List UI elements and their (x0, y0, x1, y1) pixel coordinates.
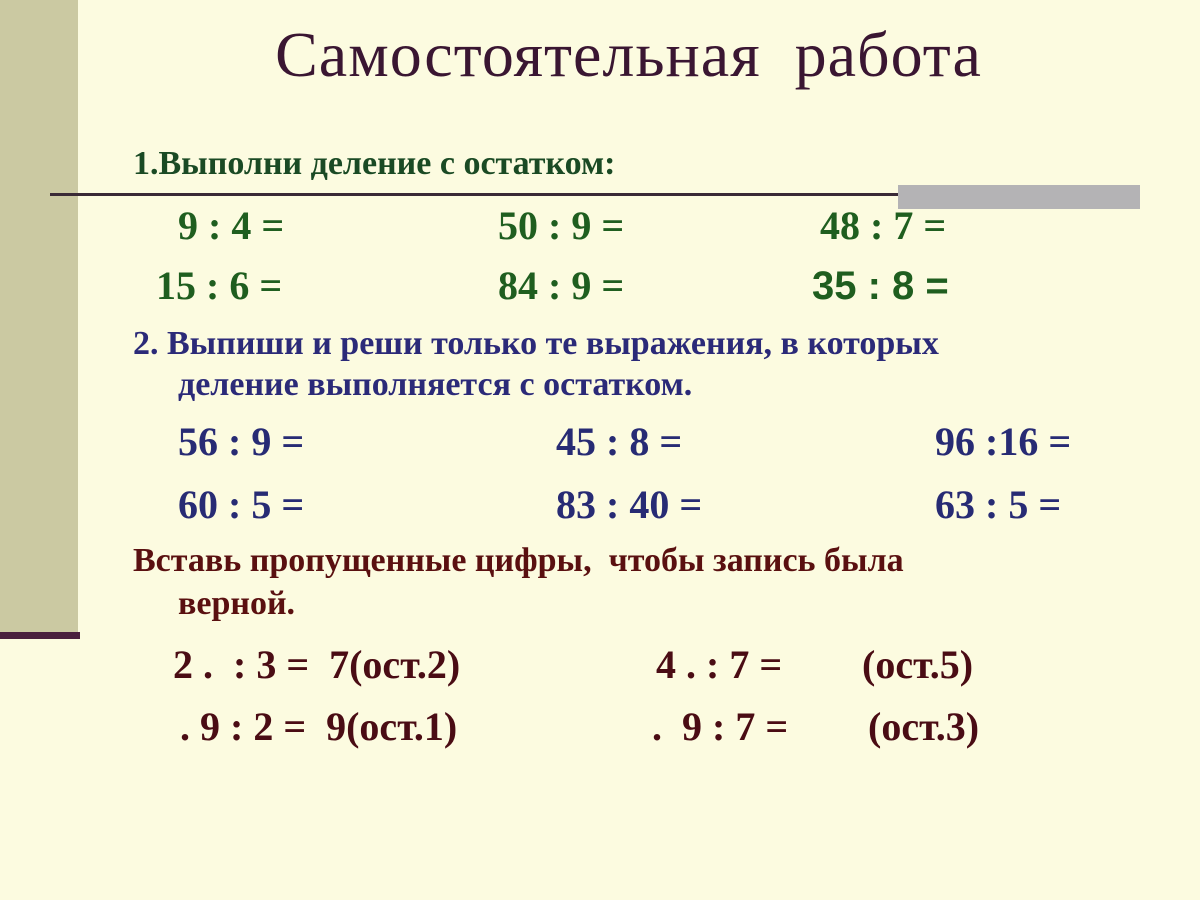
task1-expression: 50 : 9 = (498, 203, 625, 248)
task2-expression: 96 :16 = (935, 419, 1072, 464)
task2-expression: 56 : 9 = (178, 419, 305, 464)
task1-heading: 1.Выполни деление с остатком: (133, 145, 616, 182)
task3-heading-line1: Вставь пропущенные цифры, чтобы запись была (133, 542, 904, 579)
task3-expression: . 9 : 7 = (652, 704, 789, 749)
left-decorative-bar (0, 0, 78, 632)
task1-expression: 48 : 7 = (820, 203, 947, 248)
task2-expression: 83 : 40 = (556, 482, 703, 527)
task1-expression: 9 : 4 = (178, 203, 285, 248)
task3-remainder: (ост.3) (868, 704, 980, 749)
task3-remainder: (ост.5) (862, 642, 974, 687)
task2-heading-line1: 2. Выпиши и реши только те выражения, в которых (133, 325, 939, 362)
task2-expression: 45 : 8 = (556, 419, 683, 464)
task2-expression: 60 : 5 = (178, 482, 305, 527)
task2-heading-line2: деление выполняется с остатком. (178, 366, 693, 403)
task3-expression: 4 . : 7 = (656, 642, 783, 687)
task1-expression: 35 : 8 = (812, 264, 949, 308)
task2-expression: 63 : 5 = (935, 482, 1062, 527)
task3-heading-line2: верной. (178, 585, 296, 622)
task3-expression: 2 . : 3 = 7(ост.2) (173, 642, 461, 687)
task3-expression: . 9 : 2 = 9(ост.1) (180, 704, 458, 749)
task1-expression: 84 : 9 = (498, 263, 625, 308)
task1-expression: 15 : 6 = (156, 263, 283, 308)
left-bar-underline (0, 632, 80, 639)
page-title: Самостоятельная работа (275, 19, 982, 90)
